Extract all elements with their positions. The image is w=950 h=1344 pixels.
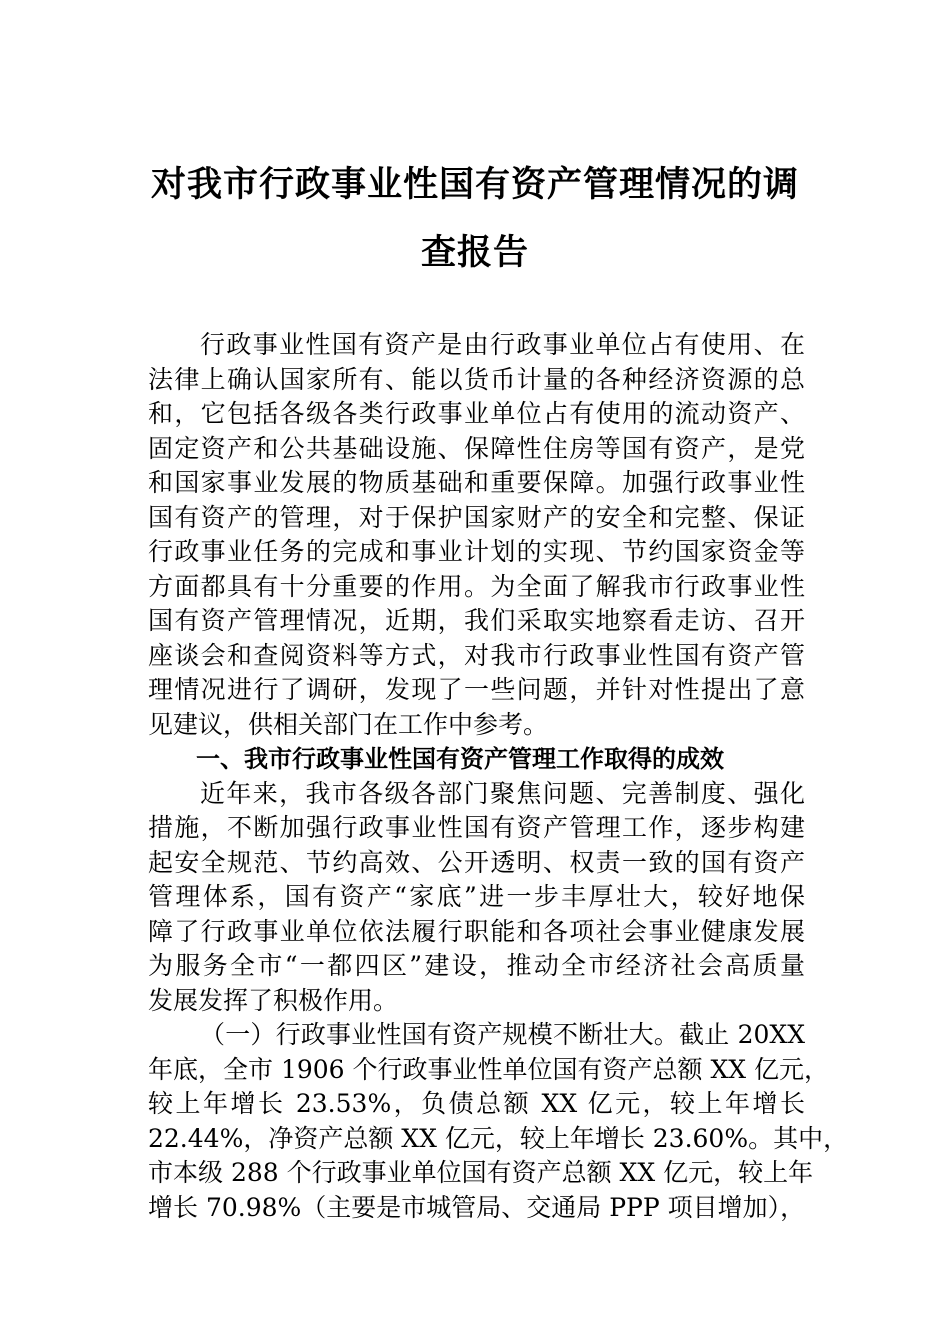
paragraph-line: 行政事业任务的完成和事业计划的实现、节约国家资金等 <box>148 537 805 566</box>
paragraph-line: 市本级 288 个行政事业单位国有资产总额 XX 亿元，较上年 <box>148 1158 814 1187</box>
document-title-line-2: 查报告 <box>420 232 529 273</box>
paragraph-line: 较上年增长 23.53%，负债总额 XX 亿元，较上年增长 <box>148 1089 805 1118</box>
paragraph-line: 理情况进行了调研，发现了一些问题，并针对性提出了意 <box>148 675 805 704</box>
paragraph-line: 固定资产和公共基础设施、保障性住房等国有资产，是党 <box>148 433 805 463</box>
paragraph-line: 见建议，供相关部门在工作中参考。 <box>148 709 549 739</box>
paragraph-line: 管理体系，国有资产“家底”进一步丰厚壮大，较好地保 <box>148 882 805 911</box>
paragraph-line: 和国家事业发展的物质基础和重要保障。加强行政事业性 <box>148 468 805 497</box>
paragraph <box>148 1018 849 1225</box>
paragraph-line: 和，它包括各级各类行政事业单位占有使用的流动资产、 <box>148 399 805 428</box>
paragraph-line: 国有资产管理情况，近期，我们采取实地察看走访、召开 <box>148 606 805 635</box>
paragraph-line: 发展发挥了积极作用。 <box>148 985 399 1015</box>
paragraph <box>148 328 805 742</box>
paragraph-line: 22.44%，净资产总额 XX 亿元，较上年增长 23.60%。其中， <box>148 1123 849 1153</box>
section-heading <box>148 742 805 777</box>
heading-text: 一、我市行政事业性国有资产管理工作取得的成效 <box>196 745 724 773</box>
paragraph-line: 起安全规范、节约高效、公开透明、权责一致的国有资产 <box>148 847 805 877</box>
paragraph-line: 措施，不断加强行政事业性国有资产管理工作，逐步构建 <box>148 813 805 842</box>
document-title-line-1: 对我市行政事业性国有资产管理情况的调 <box>150 164 799 205</box>
paragraph-line: 座谈会和查阅资料等方式，对我市行政事业性国有资产管 <box>148 640 805 670</box>
paragraph-line: 方面都具有十分重要的作用。为全面了解我市行政事业性 <box>148 571 805 601</box>
paragraph-line: 年底，全市 1906 个行政事业性单位国有资产总额 XX 亿元， <box>148 1054 830 1084</box>
paragraph <box>148 777 805 1019</box>
paragraph-line: （一）行政事业性国有资产规模不断壮大。截止 20XX <box>200 1020 805 1049</box>
paragraph-line: 国有资产的管理，对于保护国家财产的安全和完整、保证 <box>148 502 805 532</box>
paragraph-line: 增长 70.98%（主要是市城管局、交通局 PPP 项目增加）， <box>148 1192 806 1222</box>
paragraph-line: 为服务全市“一都四区”建设，推动全市经济社会高质量 <box>148 951 805 980</box>
document-body <box>148 328 849 1225</box>
paragraph-line: 法律上确认国家所有、能以货币计量的各种经济资源的总 <box>148 364 805 394</box>
paragraph-line: 近年来，我市各级各部门聚焦问题、完善制度、强化 <box>200 778 805 808</box>
paragraph-line: 障了行政事业单位依法履行职能和各项社会事业健康发展 <box>148 916 805 946</box>
paragraph-line: 行政事业性国有资产是由行政事业单位占有使用、在 <box>200 330 805 359</box>
